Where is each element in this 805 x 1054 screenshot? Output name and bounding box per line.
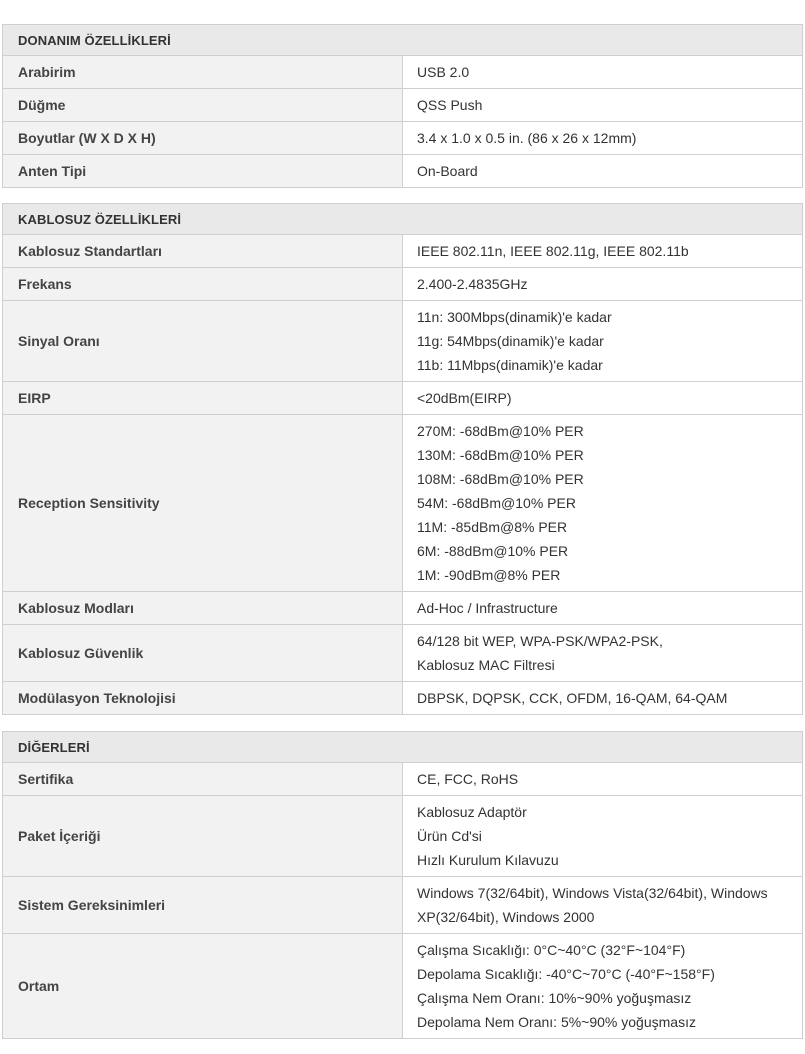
table-row <box>3 796 803 877</box>
row-label: EIRP <box>3 382 403 415</box>
row-value: 270M: -68dBm@10% PER 130M: -68dBm@10% PER 108M: -68dBm@10% PER 54M: -68dBm@10% PER 11M: -85dBm@8% PER 6M: -88dBm@10% PER 1M: -90dBm@8% PER <box>403 415 803 592</box>
table-row <box>3 89 803 122</box>
row-label: Düğme <box>3 89 403 122</box>
section-header <box>3 732 803 763</box>
row-label: Boyutlar (W X D X H) <box>3 122 403 155</box>
row-label: Anten Tipi <box>3 155 403 188</box>
section-title: DONANIM ÖZELLİKLERİ <box>3 25 803 56</box>
table-row <box>3 934 803 1039</box>
row-value: <20dBm(EIRP) <box>403 382 803 415</box>
row-label: Modülasyon Teknolojisi <box>3 682 403 715</box>
section-header <box>3 25 803 56</box>
row-label: Reception Sensitivity <box>3 415 403 592</box>
table-row <box>3 301 803 382</box>
table-row <box>3 382 803 415</box>
section-title: DİĞERLERİ <box>3 732 803 763</box>
table-row <box>3 415 803 592</box>
row-value: QSS Push <box>403 89 803 122</box>
table-row <box>3 625 803 682</box>
row-label: Sistem Gereksinimleri <box>3 877 403 934</box>
row-value: 64/128 bit WEP, WPA-PSK/WPA2-PSK, Kablosuz MAC Filtresi <box>403 625 803 682</box>
row-label: Ortam <box>3 934 403 1039</box>
row-label: Kablosuz Modları <box>3 592 403 625</box>
row-label: Kablosuz Standartları <box>3 235 403 268</box>
table-row <box>3 56 803 89</box>
table-row <box>3 268 803 301</box>
spec-table-hardware <box>2 24 803 188</box>
row-label: Frekans <box>3 268 403 301</box>
table-row <box>3 592 803 625</box>
spec-table-other <box>2 731 803 1039</box>
row-label: Sertifika <box>3 763 403 796</box>
row-value: USB 2.0 <box>403 56 803 89</box>
row-label: Paket İçeriği <box>3 796 403 877</box>
row-value: 3.4 x 1.0 x 0.5 in. (86 x 26 x 12mm) <box>403 122 803 155</box>
row-value: 2.400-2.4835GHz <box>403 268 803 301</box>
row-value: CE, FCC, RoHS <box>403 763 803 796</box>
table-row <box>3 155 803 188</box>
row-label: Arabirim <box>3 56 403 89</box>
row-value: Kablosuz Adaptör Ürün Cd'si Hızlı Kurulum Kılavuzu <box>403 796 803 877</box>
table-row <box>3 763 803 796</box>
row-value: DBPSK, DQPSK, CCK, OFDM, 16-QAM, 64-QAM <box>403 682 803 715</box>
spec-table-wireless <box>2 203 803 715</box>
table-row <box>3 235 803 268</box>
row-label: Kablosuz Güvenlik <box>3 625 403 682</box>
row-value: Windows 7(32/64bit), Windows Vista(32/64bit), Windows XP(32/64bit), Windows 2000 <box>403 877 803 934</box>
row-value: Çalışma Sıcaklığı: 0°C~40°C (32°F~104°F) Depolama Sıcaklığı: -40°C~70°C (-40°F~158°F) Çalışma Nem Oranı: 10%~90% yoğuşmasız Depolama Nem Oranı: 5%~90% yoğuşmasız <box>403 934 803 1039</box>
row-value: Ad-Hoc / Infrastructure <box>403 592 803 625</box>
row-value: On-Board <box>403 155 803 188</box>
section-title: KABLOSUZ ÖZELLİKLERİ <box>3 204 803 235</box>
table-row <box>3 877 803 934</box>
section-header <box>3 204 803 235</box>
table-row <box>3 682 803 715</box>
row-value: 11n: 300Mbps(dinamik)'e kadar 11g: 54Mbps(dinamik)'e kadar 11b: 11Mbps(dinamik)'e kadar <box>403 301 803 382</box>
row-value: IEEE 802.11n, IEEE 802.11g, IEEE 802.11b <box>403 235 803 268</box>
row-label: Sinyal Oranı <box>3 301 403 382</box>
table-row <box>3 122 803 155</box>
